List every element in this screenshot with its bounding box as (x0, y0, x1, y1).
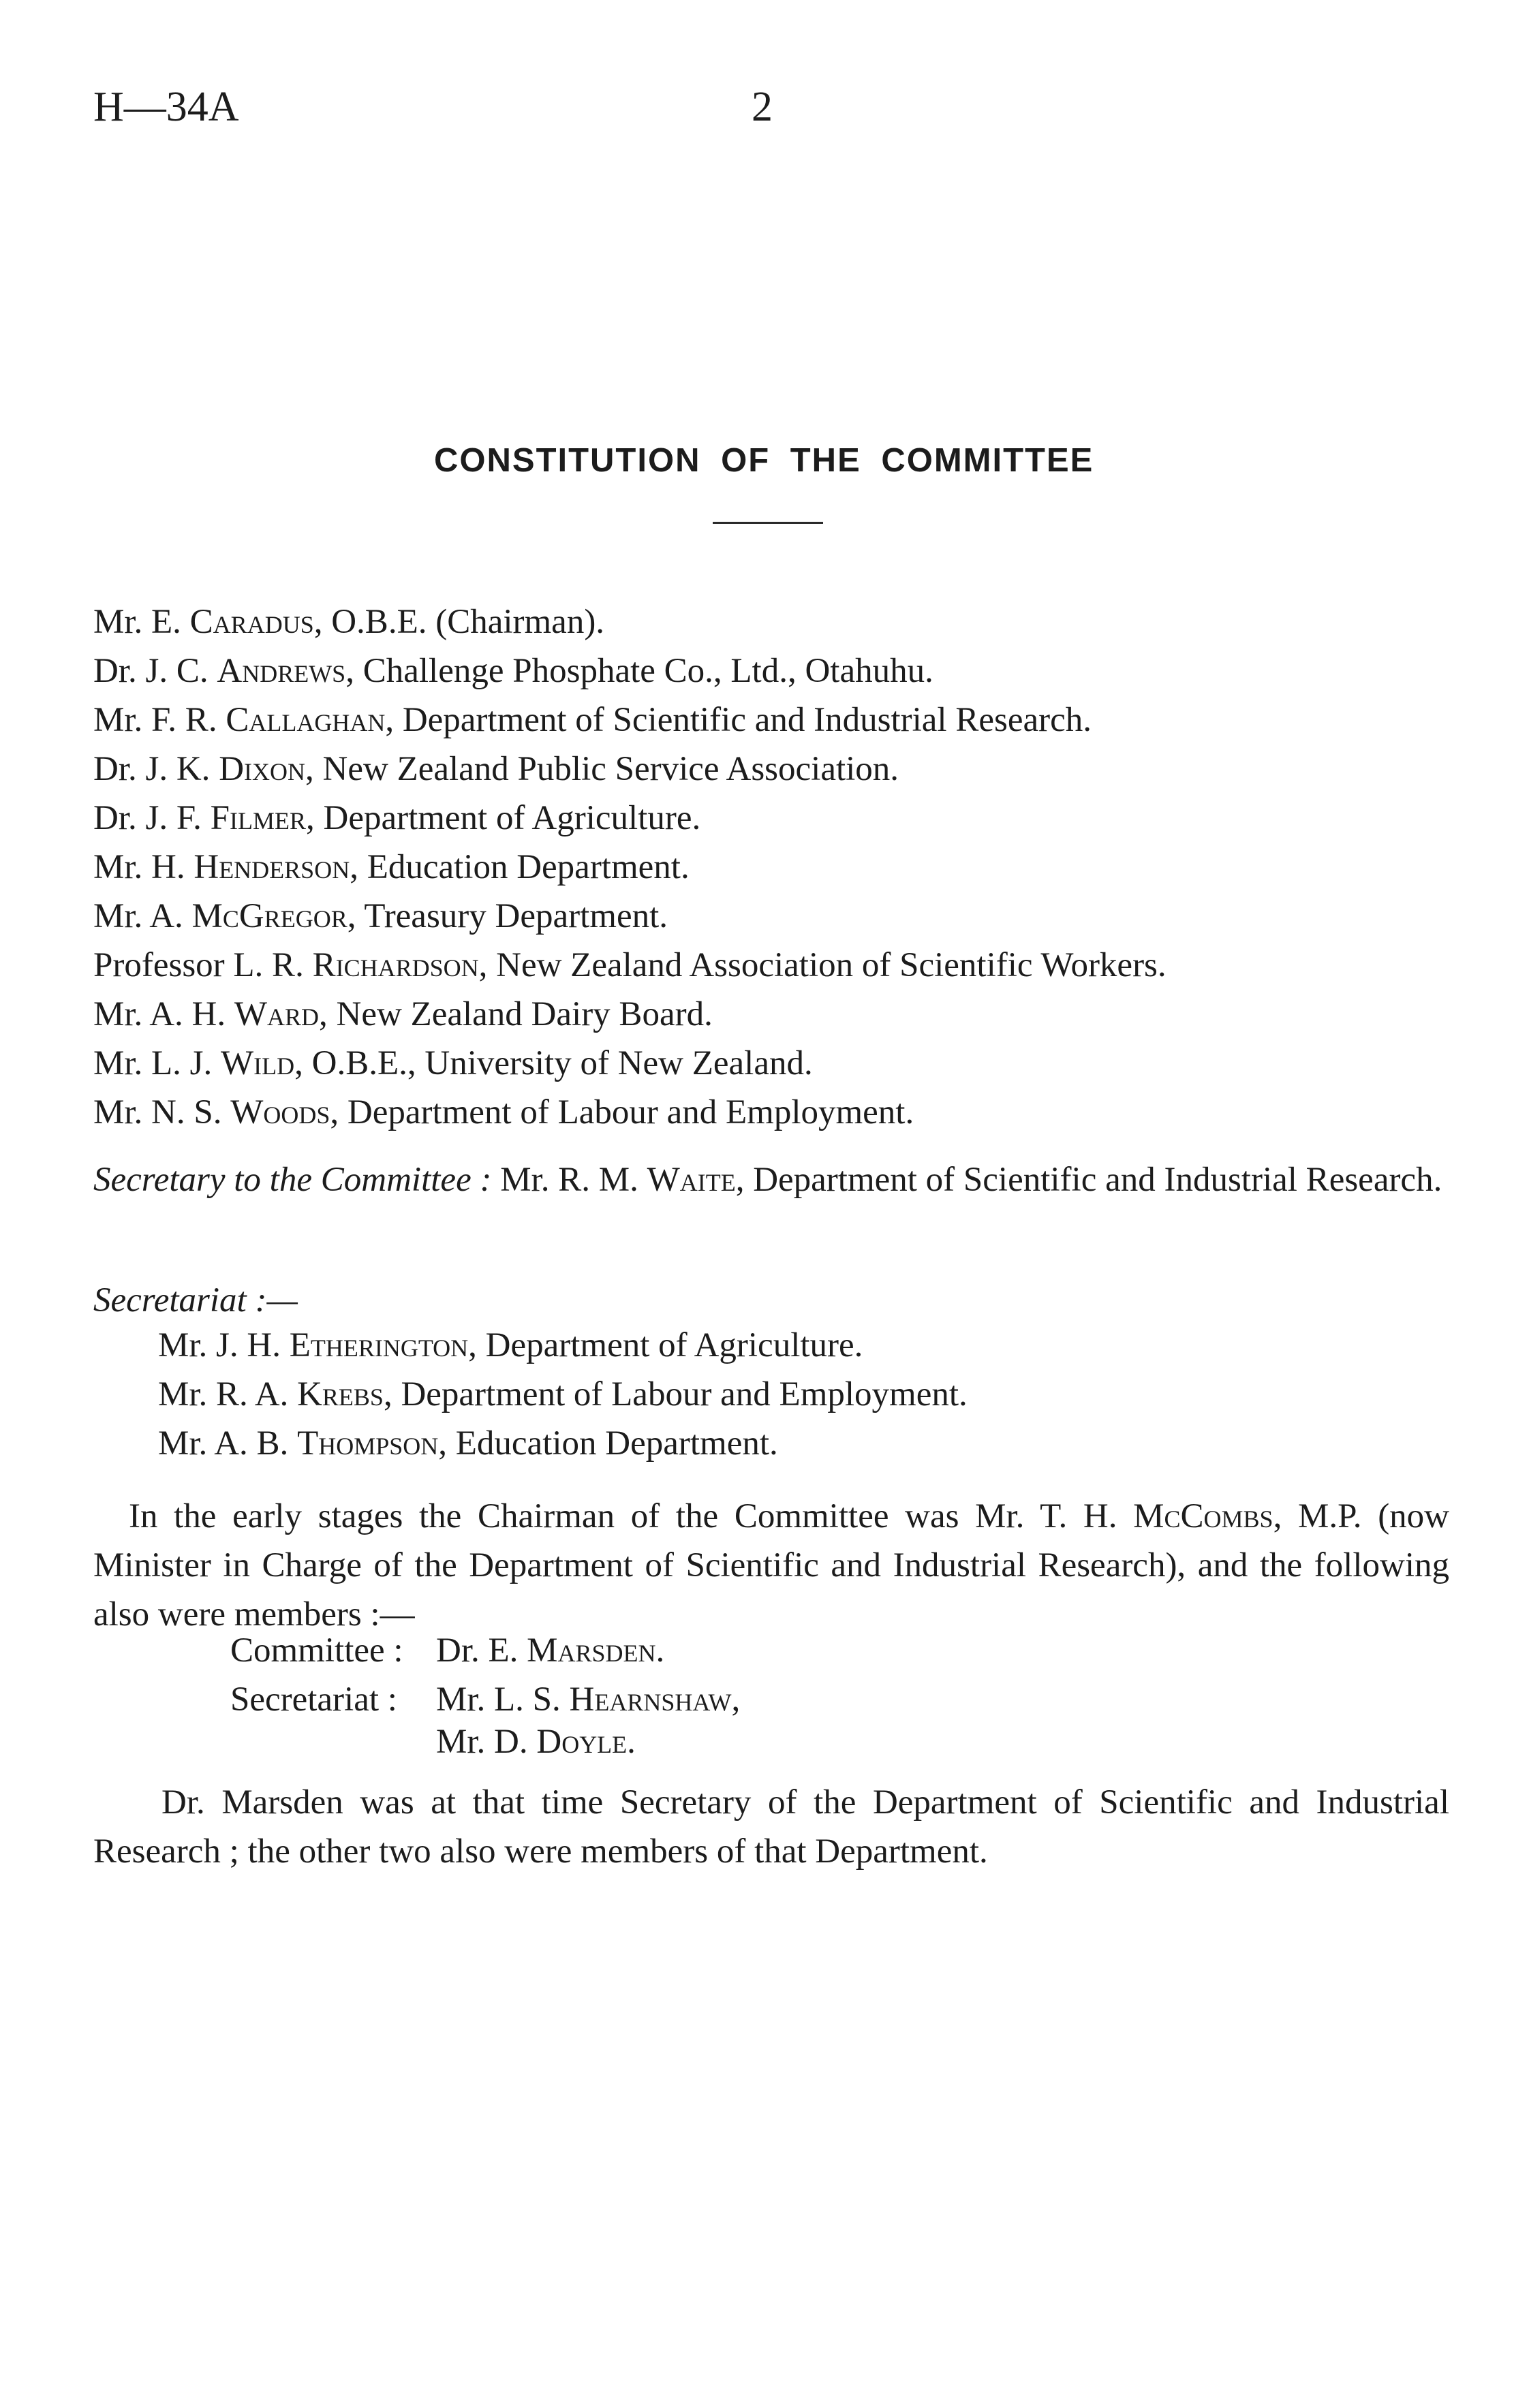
member-title: Professor L. R. (93, 946, 304, 984)
member-title: Dr. J. F. (93, 799, 202, 837)
member-title: Dr. J. C. (93, 652, 208, 690)
member-detail: , Education Department. (438, 1424, 778, 1463)
member-line (93, 703, 1092, 738)
member-title: Mr. H. (93, 848, 185, 886)
early-stages-text: In the early stages the Chairman of the Committee was Mr. T. H. (129, 1497, 1117, 1535)
member-detail: , Department of Agriculture. (468, 1326, 863, 1364)
secretary-label: Secretary to the Committee : (93, 1161, 492, 1199)
member-detail: , New Zealand Public Service Association. (305, 750, 899, 788)
early-secretariat-member (436, 1725, 636, 1760)
member-title: Dr. E. (436, 1631, 519, 1670)
former-chairman-surname: McCombs (1133, 1497, 1273, 1535)
member-detail: , O.B.E., University of New Zealand. (294, 1044, 813, 1082)
member-surname: Marsden (527, 1631, 656, 1670)
member-detail: , O.B.E. (Chairman). (313, 603, 605, 641)
secretary-title: Mr. R. M. (500, 1161, 638, 1199)
member-surname: Caradus (189, 603, 314, 641)
secretariat-member (158, 1426, 778, 1461)
member-surname: Filmer (210, 799, 306, 837)
member-title: Mr. A. H. (93, 995, 226, 1033)
early-secretariat-member (436, 1680, 741, 1719)
punctuation: , (731, 1680, 741, 1719)
member-surname: Andrews (217, 652, 346, 690)
member-line (93, 1046, 813, 1081)
secretary-surname: Waite (647, 1161, 736, 1199)
member-title: Mr. A. (93, 897, 183, 935)
document-code: H—34A (93, 84, 239, 130)
member-detail: , Department of Labour and Employment. (330, 1093, 914, 1131)
member-title: Mr. R. A. (158, 1375, 289, 1413)
member-detail: , New Zealand Association of Scientific Workers. (478, 946, 1167, 984)
early-committee-label: Committee : (230, 1631, 403, 1670)
member-title: Mr. L. S. (436, 1680, 561, 1719)
early-stages-text-continued: , M.P. (now Minister in Charge of the Department of Scientific and Industrial Research), and the following also were members :— (93, 1497, 1450, 1633)
member-line (93, 997, 713, 1032)
page-number: 2 (752, 84, 773, 130)
member-surname: McGregor (191, 897, 348, 935)
member-surname: Wild (221, 1044, 295, 1082)
member-title: Dr. J. K. (93, 750, 211, 788)
member-title: Mr. J. H. (158, 1326, 281, 1364)
member-detail: , Challenge Phosphate Co., Ltd., Otahuhu. (345, 652, 933, 690)
page-title: CONSTITUTION OF THE COMMITTEE (434, 442, 1094, 479)
member-title: Mr. N. S. (93, 1093, 222, 1131)
member-detail: , Department of Labour and Employment. (383, 1375, 968, 1413)
member-detail: , Treasury Department. (347, 897, 668, 935)
punctuation: . (627, 1723, 636, 1761)
member-detail: , Education Department. (350, 848, 690, 886)
member-line (93, 899, 668, 934)
member-surname: Dixon (219, 750, 306, 788)
member-surname: Henderson (194, 848, 350, 886)
punctuation: . (655, 1631, 665, 1670)
secretariat-member (158, 1328, 863, 1363)
secretary-paragraph (93, 1155, 1449, 1204)
early-committee-member (436, 1633, 664, 1668)
member-line (93, 801, 700, 836)
member-line (93, 850, 690, 885)
member-title: Mr. D. (436, 1723, 528, 1761)
member-surname: Richardson (312, 946, 479, 984)
member-surname: Callaghan (226, 701, 386, 739)
member-title: Mr. L. J. (93, 1044, 213, 1082)
member-surname: Thompson (297, 1424, 439, 1463)
member-surname: Hearnshaw (569, 1680, 732, 1719)
early-stages-paragraph (93, 1492, 1449, 1639)
member-surname: Krebs (297, 1375, 384, 1413)
member-surname: Doyle (536, 1723, 628, 1761)
member-title: Mr. A. B. (158, 1424, 289, 1463)
member-line (93, 948, 1167, 983)
member-detail: , Department of Agriculture. (306, 799, 701, 837)
member-title: Mr. E. (93, 603, 181, 641)
secretariat-label: Secretariat :— (93, 1281, 298, 1319)
member-line (93, 752, 899, 787)
secretariat-member (158, 1377, 968, 1412)
member-surname: Etherington (289, 1326, 469, 1364)
member-title: Mr. F. R. (93, 701, 217, 739)
member-detail: , Department of Scientific and Industrial Research. (385, 701, 1092, 739)
member-line (93, 1095, 914, 1130)
member-line (93, 654, 933, 689)
title-rule (713, 522, 823, 524)
secretary-detail: , Department of Scientific and Industrial Research. (735, 1161, 1442, 1199)
member-line (93, 605, 604, 640)
early-secretariat-label: Secretariat : (230, 1680, 397, 1719)
member-surname: Woods (230, 1093, 330, 1131)
member-detail: , New Zealand Dairy Board. (319, 995, 713, 1033)
member-surname: Ward (234, 995, 320, 1033)
closing-paragraph: Dr. Marsden was at that time Secretary of the Department of Scientific and Industrial Research ; the other two also were members of that Department. (93, 1783, 1449, 1871)
